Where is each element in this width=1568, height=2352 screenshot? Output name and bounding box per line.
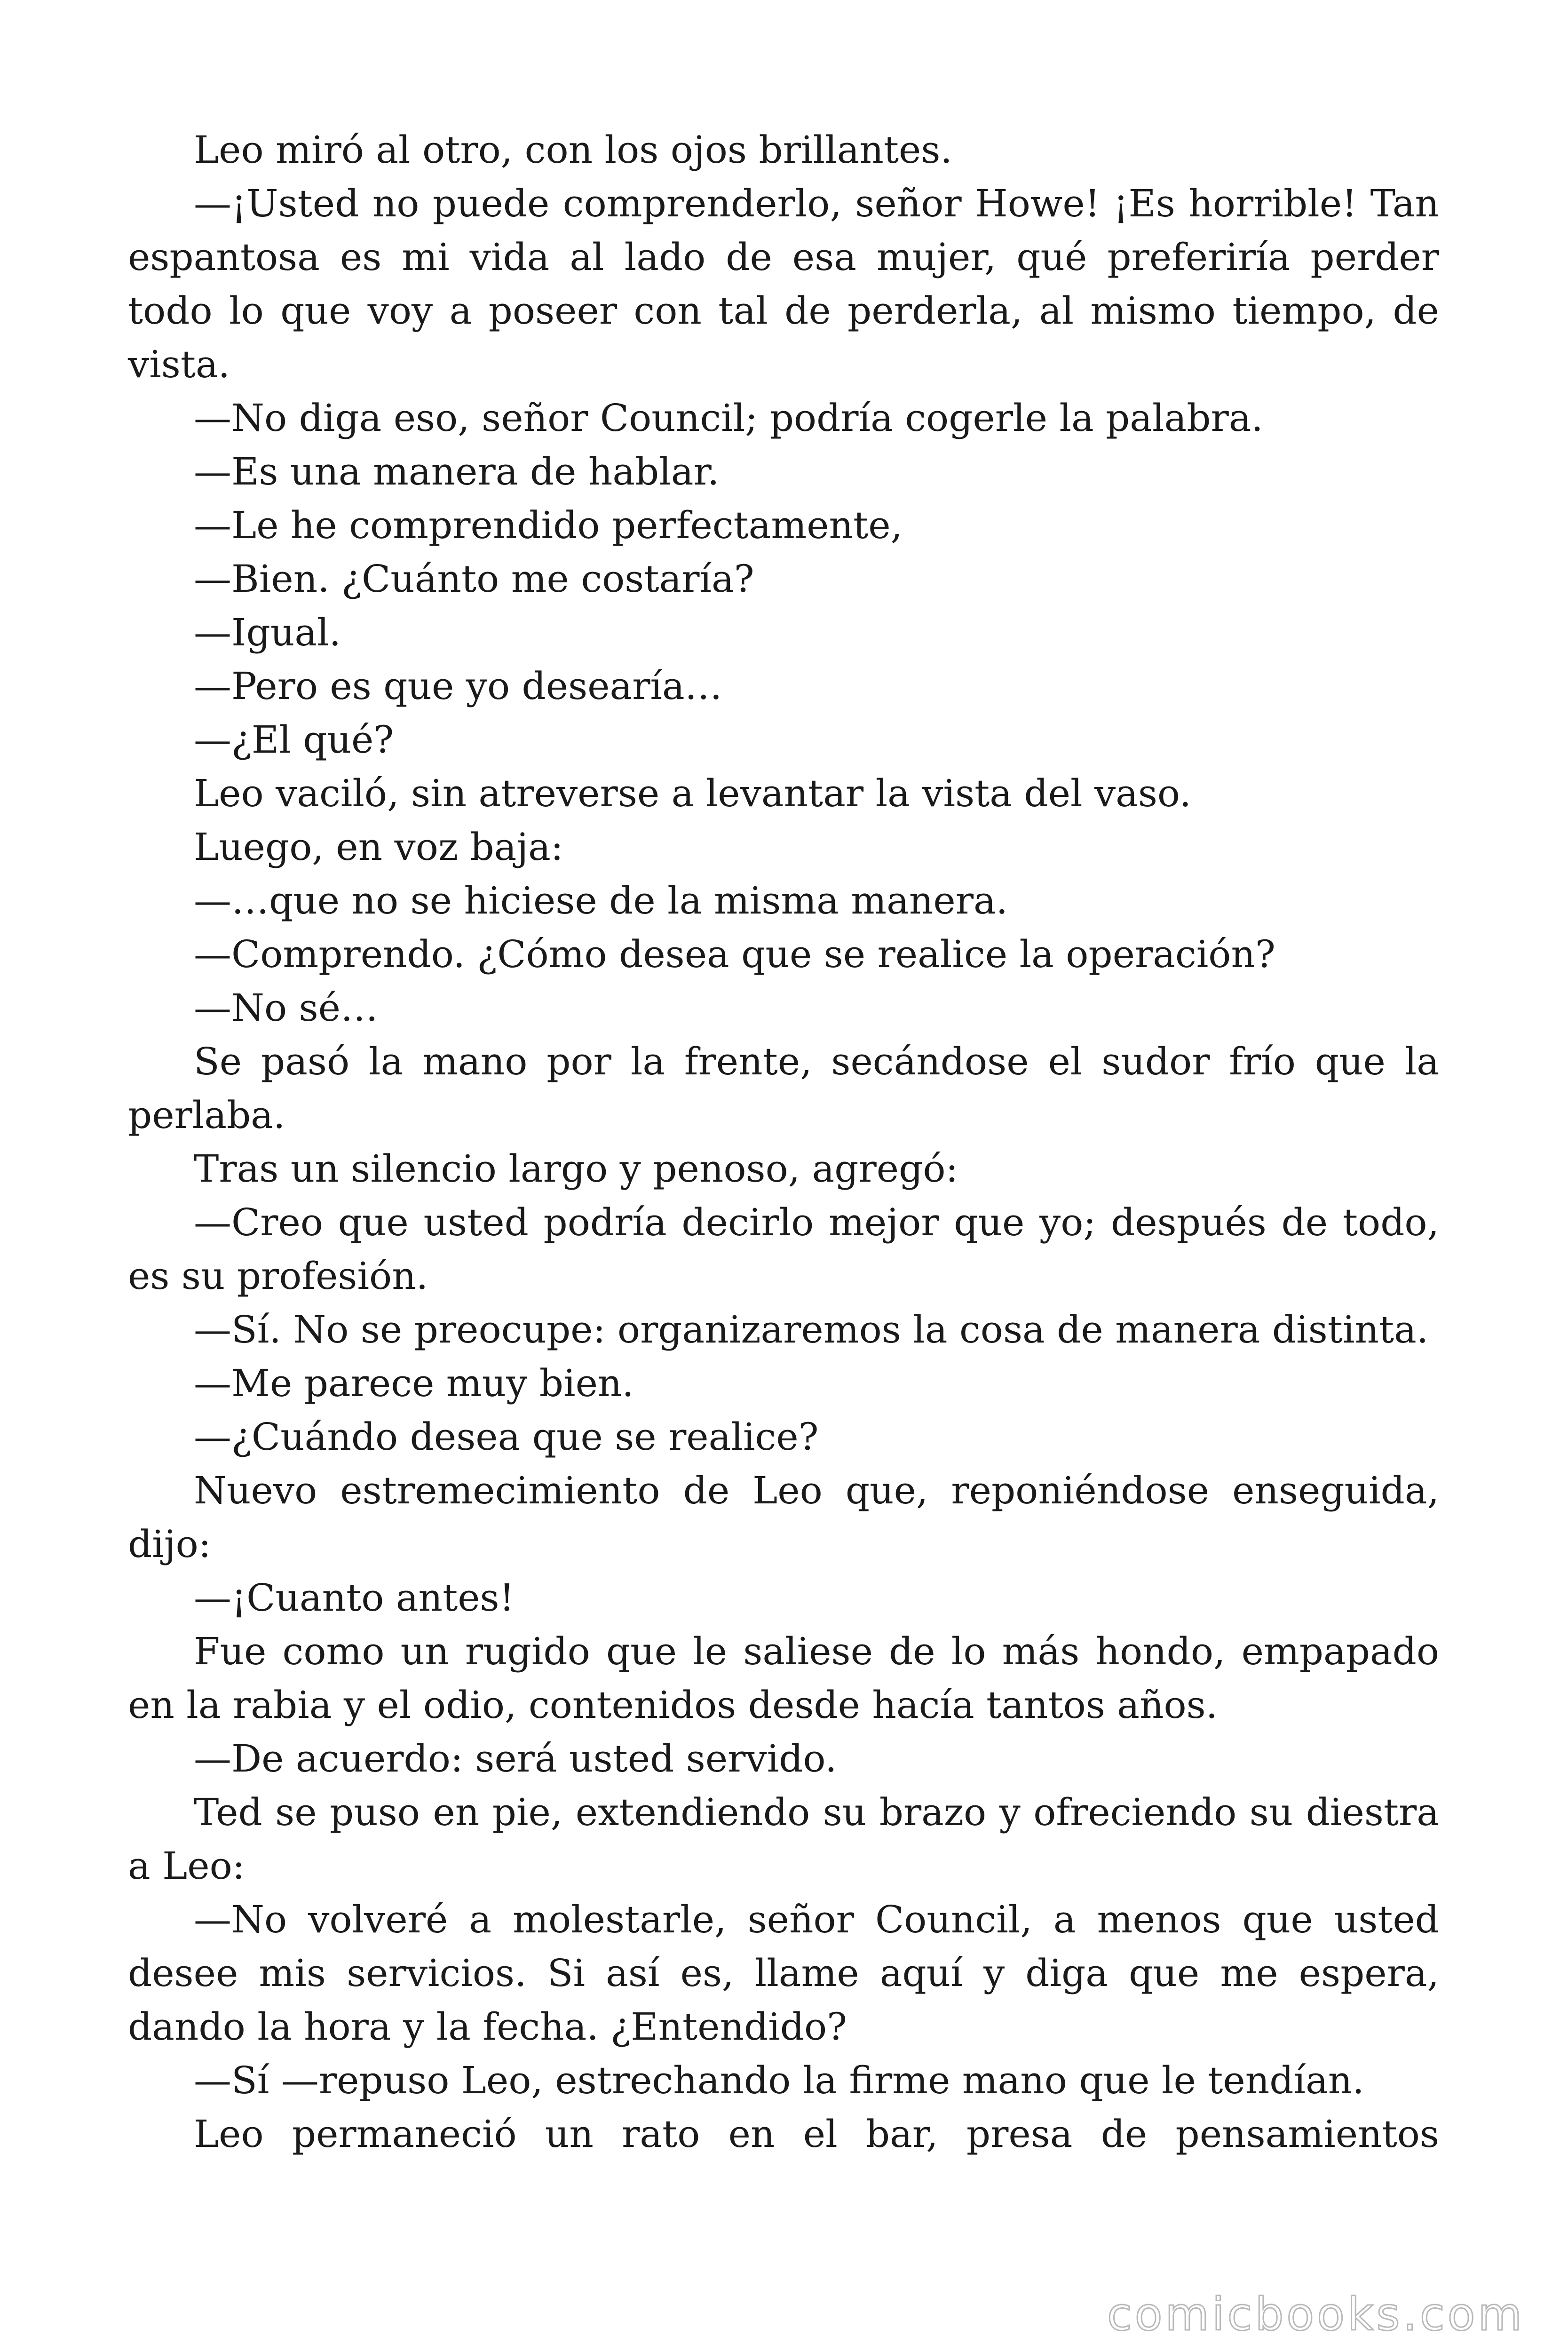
paragraph: —¿Cuándo desea que se realice? [194, 1415, 819, 1459]
paragraph: Luego, en voz baja: [194, 825, 563, 869]
paragraph: Ted se puso en pie, extendiendo su brazo y ofreciendo su diestra a Leo: [128, 1790, 1439, 1888]
paragraph: —Comprendo. ¿Cómo desea que se realice la operación? [194, 932, 1275, 976]
paragraph: —De acuerdo: será usted servido. [194, 1737, 837, 1780]
paragraph: —¿El qué? [194, 718, 394, 762]
paragraph: Leo permaneció un rato en el bar, presa de pensamientos [194, 2112, 1439, 2156]
paragraph: —Igual. [194, 611, 341, 654]
paragraph: —Creo que usted podría decirlo mejor que yo; después de todo, es su profesión. [128, 1200, 1439, 1298]
paragraph: —Sí —repuso Leo, estrechando la firme mano que le tendían. [194, 2058, 1364, 2102]
paragraph: —¡Cuanto antes! [194, 1576, 515, 1620]
paragraph: Se pasó la mano por la frente, secándose el sudor frío que la perlaba. [128, 1040, 1439, 1137]
paragraph: Nuevo estremecimiento de Leo que, reponiéndose enseguida, dijo: [128, 1469, 1439, 1566]
paragraph: —¡Usted no puede comprenderlo, señor Howe! ¡Es horrible! Tan espantosa es mi vida al lado de esa mujer, qué preferiría perder todo lo que voy a poseer con tal de perderla, al mismo tiempo, de vista. [128, 182, 1439, 386]
paragraph: —Bien. ¿Cuánto me costaría? [194, 557, 754, 601]
paragraph: —No sé… [194, 986, 378, 1030]
paragraph: —Es una manera de hablar. [194, 450, 720, 493]
paragraph: Tras un silencio largo y penoso, agregó: [194, 1147, 958, 1191]
paragraph: —Me parece muy bien. [194, 1361, 634, 1405]
paragraph: Leo miró al otro, con los ojos brillantes. [194, 128, 952, 172]
body-text [128, 123, 1439, 2161]
paragraph: —No diga eso, señor Council; podría cogerle la palabra. [194, 396, 1263, 440]
paragraph: —No volveré a molestarle, señor Council, a menos que usted desee mis servicios. Si así es, llame aquí y diga que me espera, dando la hora y la fecha. ¿Entendido? [128, 1898, 1439, 2049]
paragraph: —Le he comprendido perfectamente, [194, 503, 903, 547]
paragraph: Leo vaciló, sin atreverse a levantar la vista del vaso. [194, 771, 1192, 815]
watermark: comicbooks.com [1107, 2288, 1525, 2341]
paragraph: —…que no se hiciese de la misma manera. [194, 879, 1008, 922]
paragraph: Fue como un rugido que le saliese de lo más hondo, empapado en la rabia y el odio, contenidos desde hacía tantos años. [128, 1629, 1439, 1727]
paragraph: —Pero es que yo desearía… [194, 664, 722, 708]
paragraph: —Sí. No se preocupe: organizaremos la cosa de manera distinta. [194, 1308, 1429, 1351]
